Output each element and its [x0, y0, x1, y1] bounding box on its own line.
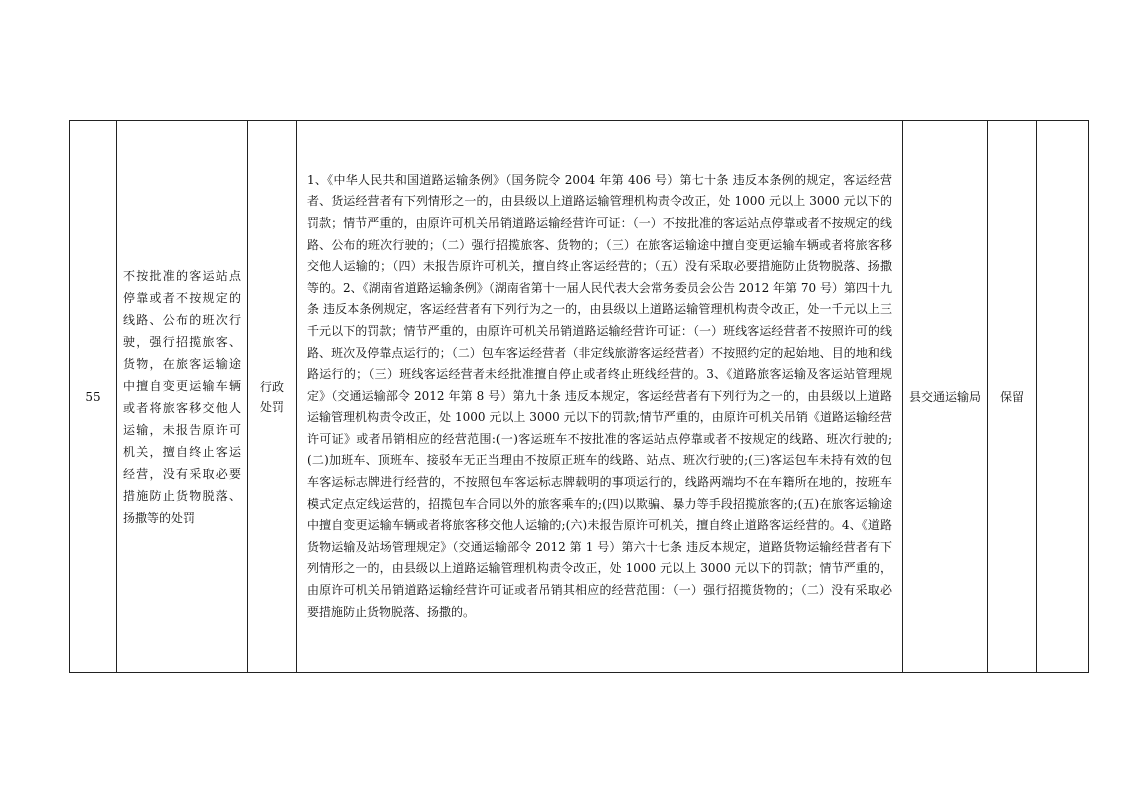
department-cell [903, 121, 988, 673]
table-row [70, 121, 1089, 673]
power-type-cell [248, 121, 297, 673]
legal-basis: 1、《中华人民共和国道路运输条例》（国务院令 2004 年第 406 号）第七十条 违反本条例的规定，客运经营者、货运经营者有下列情形之一的，由县级以上道路运输管理机构责令改正，处 1000 元以上 3000 元以下的罚款；情节严重的，由原许可机关吊销道路运输经营许可证：（一）不按批准的客运站点停靠或者不按规定的线路、公布的班次行驶的；（二）强行招揽旅客、货物的；（三）在旅客运输途中擅自变更运输车辆或者将旅客移交他人运输的；（四）未报告原许可机关，擅自终止客运经营的；（五）没有采取必要措施防止货物脱落、扬撒等的。2、《湖南省道路运输条例》（湖南省第十一届人民代表大会常务委员会公告 2012 年第 70 号）第四十九条 违反本条例规定，客运经营者有下列行为之一的，由县级以上道路运输管理机构责令改正，处一千元以上三千元以下的罚款；情节严重的，由原许可机关吊销道路运输经营许可证：（一）班线客运经营者不按照许可的线路、班次及停靠点运行的；（二）包车客运经营者（非定线旅游客运经营者）不按照约定的起始地、目的地和线路运行的；（三）班线客运经营者未经批准擅自停止或者终止班线经营的。3、《道路旅客运输及客运站管理规定》（交通运输部令 2012 年第 8 号）第九十条 违反本规定，客运经营者有下列行为之一的，由县级以上道路运输管理机构责令改正，处 1000 元以上 3000 元以下的罚款;情节严重的，由原许可机关吊销《道路运输经营许可证》或者吊销相应的经营范围:(一)客运班车不按批准的客运站点停靠或者不按规定的线路、班次行驶的;(二)加班车、顶班车、接驳车无正当理由不按原正班车的线路、站点、班次行驶的;(三)客运包车未持有效的包车客运标志牌进行经营的，不按照包车客运标志牌载明的事项运行的，线路两端均不在车籍所在地的，按班车模式定点定线运营的，招揽包车合同以外的旅客乘车的;(四)以欺骗、暴力等手段招揽旅客的;(五)在旅客运输途中擅自变更运输车辆或者将旅客移交他人运输的;(六)未报告原许可机关，擅自终止道路客运经营的。4、《道路货物运输及站场管理规定》（交通运输部令 2012 第 1 号）第六十七条 违反本规定，道路货物运输经营者有下列情形之一的，由县级以上道路运输管理机构责令改正，处 1000 元以上 3000 元以下的罚款；情节严重的，由原许可机关吊销道路运输经营许可证或者吊销其相应的经营范围：（一）强行招揽货物的；（二）没有采取必要措施防止货物脱落、扬撒的。 [307, 172, 892, 619]
power-type: 行政处罚 [259, 379, 284, 414]
legal-basis-cell [297, 121, 903, 673]
remark-cell [1037, 121, 1089, 673]
status-cell [988, 121, 1037, 673]
item-name: 不按批准的客运站点停靠或者不按规定的线路、公布的班次行驶，强行招揽旅客、货物，在旅客运输途中擅自变更运输车辆或者将旅客移交他人运输，未报告原许可机关，擅自终止客运经营，没有采取必要措施防止货物脱落、扬撒等的处罚 [123, 268, 241, 525]
item-number: 55 [85, 389, 101, 404]
power-list-table [69, 120, 1089, 673]
item-name-cell [117, 121, 248, 673]
status: 保留 [999, 389, 1024, 404]
department: 县交通运输局 [909, 389, 982, 404]
item-number-cell [70, 121, 117, 673]
